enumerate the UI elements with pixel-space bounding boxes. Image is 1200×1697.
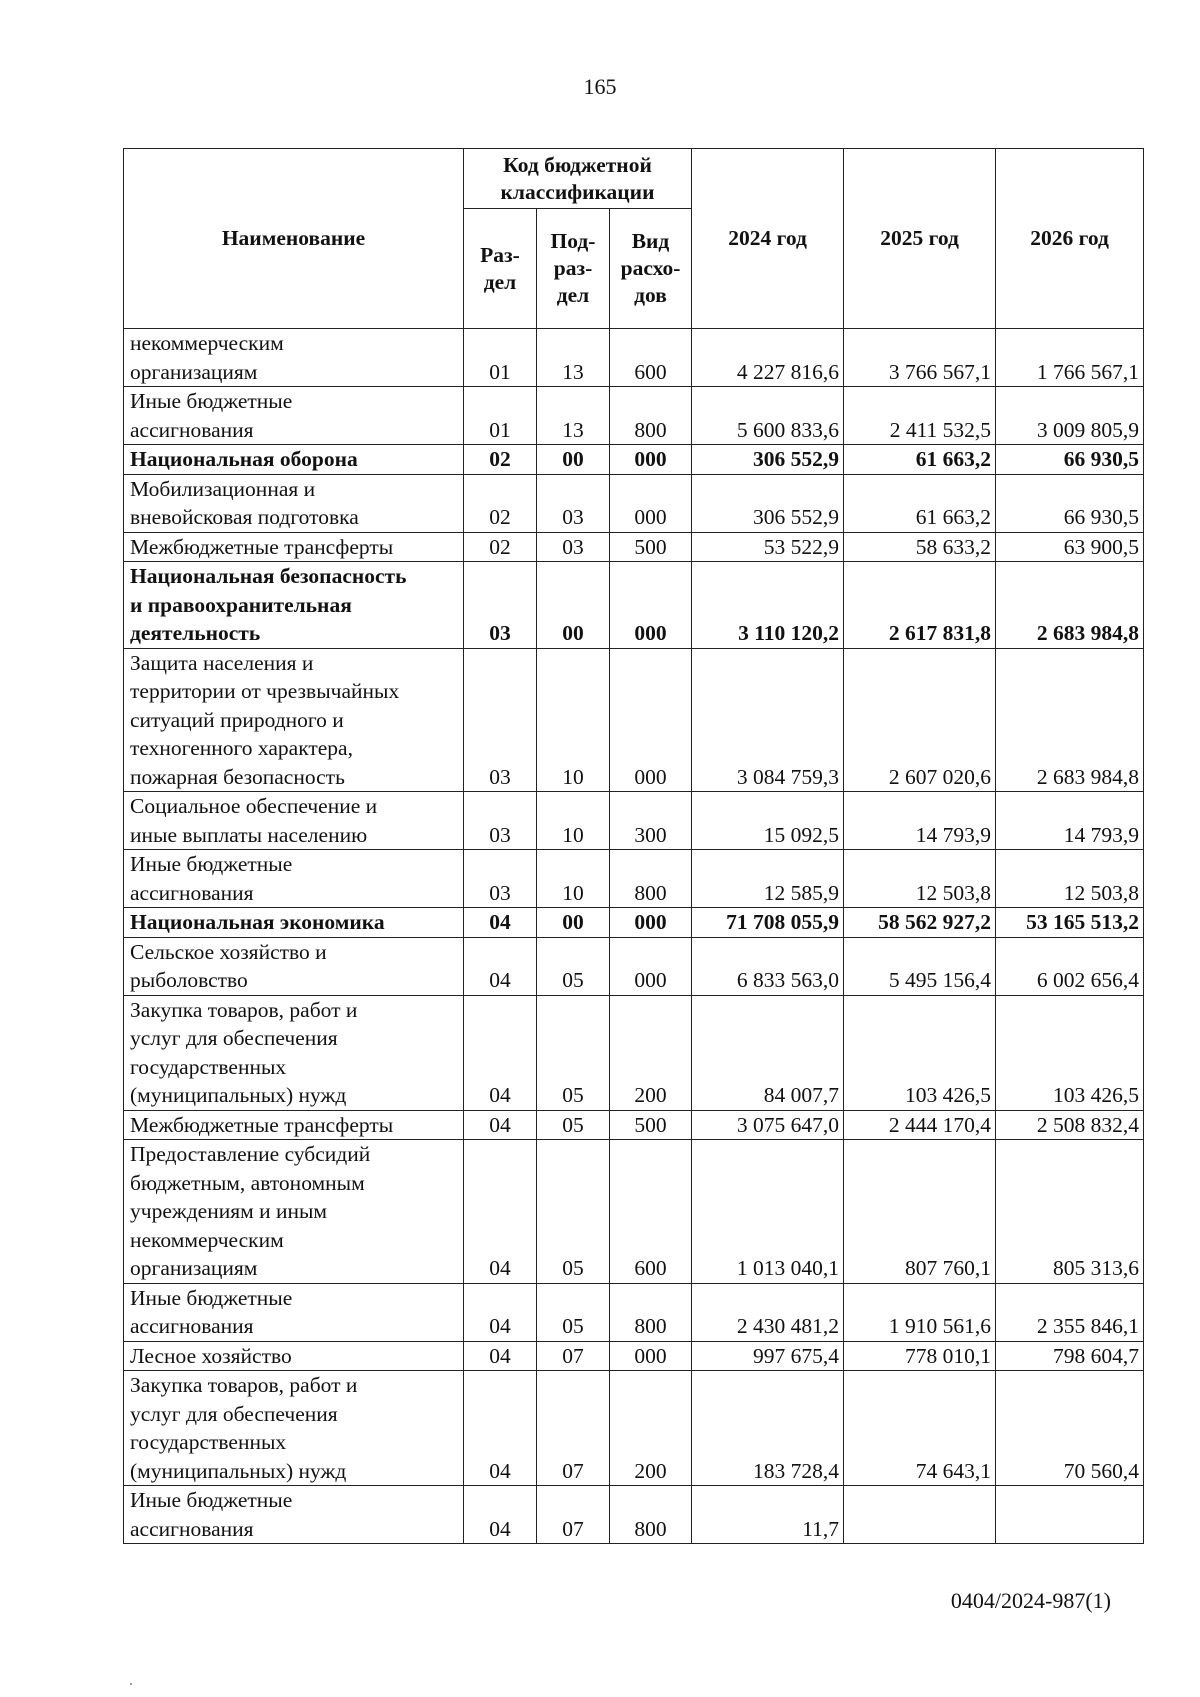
table-row (124, 562, 1144, 649)
row-value-2026: 14 793,9 (996, 792, 1144, 850)
row-vid-raskhodov: 000 (610, 908, 692, 938)
row-name (124, 474, 464, 532)
row-vid-raskhodov: 600 (610, 1140, 692, 1284)
table-row (124, 1341, 1144, 1371)
row-name-line: пожарная безопасность (130, 764, 345, 789)
table-row (124, 1486, 1144, 1544)
row-value-2026: 12 503,8 (996, 850, 1144, 908)
table-row (124, 532, 1144, 562)
row-value-2026: 2 355 846,1 (996, 1283, 1144, 1341)
row-value-2025: 74 643,1 (844, 1371, 996, 1486)
row-value-2024: 71 708 055,9 (692, 908, 844, 938)
row-value-2024: 306 552,9 (692, 445, 844, 475)
row-vid-raskhodov: 000 (610, 648, 692, 792)
row-podrazdel: 10 (537, 850, 610, 908)
header-name: Наименование (124, 149, 464, 329)
row-value-2026: 6 002 656,4 (996, 937, 1144, 995)
row-vid-raskhodov: 000 (610, 937, 692, 995)
row-podrazdel: 00 (537, 908, 610, 938)
page-number: 165 (583, 74, 617, 99)
row-podrazdel: 05 (537, 1283, 610, 1341)
row-value-2026: 2 683 984,8 (996, 562, 1144, 649)
row-value-2024: 306 552,9 (692, 474, 844, 532)
row-podrazdel: 07 (537, 1371, 610, 1486)
row-value-2025: 61 663,2 (844, 445, 996, 475)
row-razdel: 02 (464, 445, 537, 475)
row-name-line: Предоставление субсидий (130, 1142, 371, 1166)
row-vid-raskhodov: 600 (610, 329, 692, 387)
row-name-line: бюджетным, автономным (130, 1170, 365, 1195)
row-name (124, 937, 464, 995)
row-razdel: 04 (464, 1283, 537, 1341)
row-name-line: деятельность (130, 621, 261, 645)
row-value-2025: 2 607 020,6 (844, 648, 996, 792)
table-row (124, 792, 1144, 850)
row-podrazdel: 10 (537, 792, 610, 850)
row-razdel: 03 (464, 562, 537, 649)
table-row (124, 648, 1144, 792)
row-value-2026: 70 560,4 (996, 1371, 1144, 1486)
table-row (124, 850, 1144, 908)
row-vid-raskhodov: 800 (610, 387, 692, 445)
row-name-line: Иные бюджетные (130, 389, 293, 413)
header-year-2025: 2025 год (844, 149, 996, 329)
table-row (124, 474, 1144, 532)
row-value-2025: 14 793,9 (844, 792, 996, 850)
row-value-2025: 2 411 532,5 (844, 387, 996, 445)
row-vid-raskhodov: 200 (610, 995, 692, 1110)
table-body (124, 329, 1144, 1544)
row-vid-raskhodov: 500 (610, 532, 692, 562)
row-name-line: Иные бюджетные (130, 852, 293, 876)
row-name-line: Защита населения и (130, 650, 314, 675)
row-value-2024: 3 075 647,0 (692, 1110, 844, 1140)
row-value-2025: 2 617 831,8 (844, 562, 996, 649)
row-value-2026: 63 900,5 (996, 532, 1144, 562)
row-podrazdel: 07 (537, 1486, 610, 1544)
row-podrazdel: 10 (537, 648, 610, 792)
row-name-line: Национальная оборона (130, 447, 358, 471)
row-podrazdel: 05 (537, 1140, 610, 1284)
row-name (124, 1371, 464, 1486)
row-name-line: ассигнования (130, 417, 254, 442)
row-vid-raskhodov: 200 (610, 1371, 692, 1486)
row-name (124, 792, 464, 850)
row-name-line: некоммерческим (130, 331, 284, 355)
row-name-line: Иные бюджетные (130, 1488, 293, 1512)
row-value-2026: 103 426,5 (996, 995, 1144, 1110)
row-name-line: ситуаций природного и (130, 707, 344, 732)
row-name-line: Лесное хозяйство (130, 1343, 292, 1368)
table-row (124, 995, 1144, 1110)
row-value-2026: 798 604,7 (996, 1341, 1144, 1371)
row-value-2024: 4 227 816,6 (692, 329, 844, 387)
row-name-line: услуг для обеспечения (130, 1026, 338, 1050)
row-name (124, 562, 464, 649)
row-value-2025: 61 663,2 (844, 474, 996, 532)
row-value-2026: 3 009 805,9 (996, 387, 1144, 445)
row-name-line: вневойсковая подготовка (130, 505, 359, 529)
row-name-line: территории от чрезвычайных (130, 679, 400, 703)
row-value-2025: 58 562 927,2 (844, 908, 996, 938)
row-name-line: рыболовство (130, 968, 248, 992)
table-row (124, 1283, 1144, 1341)
row-value-2025: 12 503,8 (844, 850, 996, 908)
table-row (124, 908, 1144, 938)
row-name-line: государственных (130, 1430, 287, 1454)
header-podrazdel: Под- раз- дел (537, 209, 610, 329)
row-name-line: Межбюджетные трансферты (130, 1112, 394, 1137)
document-code: 0404/2024-987(1) (950, 1588, 1111, 1613)
row-name-line: иные выплаты населению (130, 822, 368, 847)
table-row (124, 1371, 1144, 1486)
row-value-2025: 58 633,2 (844, 532, 996, 562)
row-razdel: 03 (464, 792, 537, 850)
row-name-line: Социальное обеспечение и (130, 794, 378, 818)
row-value-2024: 53 522,9 (692, 532, 844, 562)
row-razdel: 01 (464, 329, 537, 387)
row-value-2026: 53 165 513,2 (996, 908, 1144, 938)
row-value-2024: 11,7 (692, 1486, 844, 1544)
row-razdel: 03 (464, 648, 537, 792)
row-name-line: Национальная безопасность (130, 564, 407, 588)
row-name-line: Иные бюджетные (130, 1285, 293, 1310)
row-podrazdel: 00 (537, 445, 610, 475)
header-year-2026: 2026 год (996, 149, 1144, 329)
header-razdel: Раз- дел (464, 209, 537, 329)
row-value-2026: 2 508 832,4 (996, 1110, 1144, 1140)
row-name (124, 1341, 464, 1371)
row-name-line: организациям (130, 1256, 258, 1280)
row-vid-raskhodov: 800 (610, 1486, 692, 1544)
row-value-2024: 84 007,7 (692, 995, 844, 1110)
row-name (124, 329, 464, 387)
row-value-2025 (844, 1486, 996, 1544)
row-vid-raskhodov: 300 (610, 792, 692, 850)
row-vid-raskhodov: 000 (610, 445, 692, 475)
row-name (124, 1110, 464, 1140)
row-name (124, 1283, 464, 1341)
row-value-2024: 183 728,4 (692, 1371, 844, 1486)
budget-table (123, 148, 1144, 1544)
row-name (124, 445, 464, 475)
row-podrazdel: 05 (537, 995, 610, 1110)
row-name-line: ассигнования (130, 880, 254, 905)
header-code-group: Код бюджетной классификации (464, 149, 692, 209)
row-value-2025: 2 444 170,4 (844, 1110, 996, 1140)
row-value-2026: 66 930,5 (996, 474, 1144, 532)
row-razdel: 01 (464, 387, 537, 445)
row-razdel: 04 (464, 1486, 537, 1544)
row-name (124, 995, 464, 1110)
scan-artifact (130, 1683, 132, 1685)
row-podrazdel: 13 (537, 329, 610, 387)
row-name-line: ассигнования (130, 1314, 254, 1338)
row-name-line: государственных (130, 1054, 287, 1079)
header-year-2024: 2024 год (692, 149, 844, 329)
row-vid-raskhodov: 500 (610, 1110, 692, 1140)
row-name-line: Межбюджетные трансферты (130, 534, 394, 559)
row-podrazdel: 05 (537, 1110, 610, 1140)
row-value-2025: 3 766 567,1 (844, 329, 996, 387)
row-value-2026: 805 313,6 (996, 1140, 1144, 1284)
row-razdel: 02 (464, 474, 537, 532)
table-row (124, 445, 1144, 475)
row-razdel: 04 (464, 1371, 537, 1486)
row-value-2026: 2 683 984,8 (996, 648, 1144, 792)
row-value-2025: 5 495 156,4 (844, 937, 996, 995)
row-name-line: (муниципальных) нужд (130, 1083, 347, 1107)
row-name-line: Сельское хозяйство и (130, 939, 327, 964)
row-name (124, 850, 464, 908)
table-row (124, 1110, 1144, 1140)
row-vid-raskhodov: 800 (610, 1283, 692, 1341)
row-name (124, 648, 464, 792)
row-podrazdel: 03 (537, 474, 610, 532)
row-value-2026: 66 930,5 (996, 445, 1144, 475)
row-name-line: Закупка товаров, работ и (130, 997, 358, 1022)
table-row (124, 1140, 1144, 1284)
row-value-2024: 12 585,9 (692, 850, 844, 908)
row-name (124, 532, 464, 562)
row-name-line: ассигнования (130, 1516, 254, 1541)
row-value-2024: 5 600 833,6 (692, 387, 844, 445)
row-value-2024: 6 833 563,0 (692, 937, 844, 995)
row-name-line: техногенного характера, (130, 736, 353, 760)
table-row (124, 329, 1144, 387)
row-name-line: и правоохранительная (130, 592, 352, 617)
row-name-line: учреждениям и иным (130, 1199, 328, 1223)
row-podrazdel: 07 (537, 1341, 610, 1371)
row-value-2024: 15 092,5 (692, 792, 844, 850)
table-row (124, 387, 1144, 445)
row-name-line: (муниципальных) нужд (130, 1458, 347, 1483)
row-value-2025: 103 426,5 (844, 995, 996, 1110)
row-razdel: 04 (464, 1110, 537, 1140)
row-value-2026 (996, 1486, 1144, 1544)
row-vid-raskhodov: 000 (610, 474, 692, 532)
row-value-2025: 807 760,1 (844, 1140, 996, 1284)
row-razdel: 04 (464, 937, 537, 995)
row-value-2024: 3 084 759,3 (692, 648, 844, 792)
row-name-line: услуг для обеспечения (130, 1401, 338, 1426)
row-podrazdel: 05 (537, 937, 610, 995)
header-vid-raskhodov: Вид расхо- дов (610, 209, 692, 329)
row-razdel: 04 (464, 1140, 537, 1284)
row-name (124, 1140, 464, 1284)
row-name (124, 1486, 464, 1544)
row-podrazdel: 03 (537, 532, 610, 562)
row-podrazdel: 00 (537, 562, 610, 649)
row-vid-raskhodov: 800 (610, 850, 692, 908)
row-podrazdel: 13 (537, 387, 610, 445)
row-value-2024: 2 430 481,2 (692, 1283, 844, 1341)
row-razdel: 04 (464, 995, 537, 1110)
row-vid-raskhodov: 000 (610, 1341, 692, 1371)
row-name-line: Национальная экономика (130, 910, 385, 934)
row-value-2024: 997 675,4 (692, 1341, 844, 1371)
row-vid-raskhodov: 000 (610, 562, 692, 649)
row-value-2024: 3 110 120,2 (692, 562, 844, 649)
row-razdel: 04 (464, 908, 537, 938)
row-name (124, 908, 464, 938)
row-razdel: 04 (464, 1341, 537, 1371)
table-row (124, 937, 1144, 995)
row-razdel: 02 (464, 532, 537, 562)
row-name (124, 387, 464, 445)
row-name-line: некоммерческим (130, 1227, 284, 1252)
row-name-line: организациям (130, 359, 258, 384)
row-name-line: Закупка товаров, работ и (130, 1373, 358, 1397)
row-value-2024: 1 013 040,1 (692, 1140, 844, 1284)
row-value-2026: 1 766 567,1 (996, 329, 1144, 387)
row-value-2025: 778 010,1 (844, 1341, 996, 1371)
row-name-line: Мобилизационная и (130, 476, 316, 501)
row-razdel: 03 (464, 850, 537, 908)
row-value-2025: 1 910 561,6 (844, 1283, 996, 1341)
